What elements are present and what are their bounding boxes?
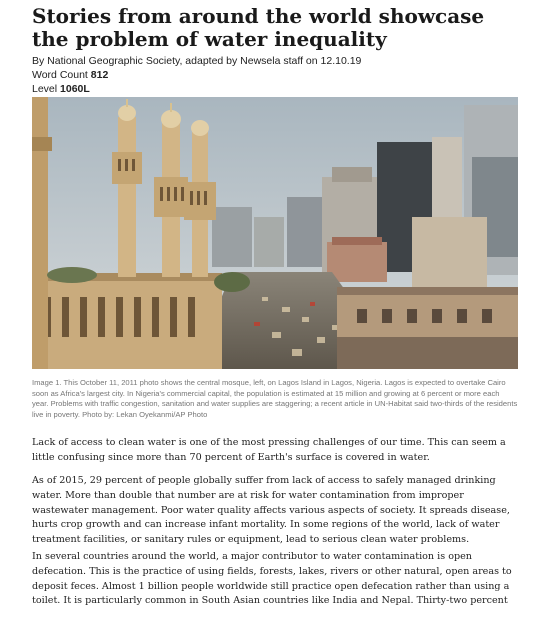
article-photo (32, 97, 518, 369)
level-value: 1060L (60, 83, 90, 95)
body-paragraph: In several countries around the world, a major contributor to water contamination is open defecation. This is the practice of using fields, forests, lakes, rivers or other natural, open areas to deposit feces. Almost 1 billion people worldwide still practice open defecation rather than using a toilet. It is particularly common in South Asian countries like India and Nepal. Thirty-two percent (32, 551, 512, 607)
body-paragraph: Lack of access to clean water is one of the most pressing challenges of our time. This can seem a little confusing since more than 70 percent of Earth's surface is covered in water. (32, 437, 506, 463)
lagos-city-photo (32, 97, 518, 369)
word-count-label: Word Count (32, 69, 88, 81)
word-count (32, 68, 108, 82)
word-count-value: 812 (90, 69, 109, 81)
article-title: Stories from around the world showcase the problem of water inequality (32, 4, 485, 51)
byline: By National Geographic Society, adapted by Newsela staff on 12.10.19 (32, 55, 362, 67)
image-caption: Image 1. This October 11, 2011 photo shows the central mosque, left, on Lagos Island in Lagos, Nigeria. Lagos is expected to overtake Cairo soon as Africa's largest city. In Nigeria's commercial capital, the population is estimated at 15 million and growing at 6 percent or more each year. Problems with traffic congestion, sanitation and water supplies are staggering; a recent article in UN-Habitat said two-thirds of the residents live in poverty. Photo by: Lekan Oyekanmi/AP Photo (32, 378, 518, 419)
reading-level (32, 82, 90, 96)
level-label: Level (32, 83, 58, 95)
body-paragraph: As of 2015, 29 percent of people globally suffer from lack of access to safely managed drinking water. More than double that number are at risk for water contamination from improper wastewater management. Poor water quality affects various aspects of society. It spreads disease, hurts crop growth and can increase infant mortality. In some regions of the world, lack of water treatment facilities, or sanitary rules or equipment, lead to serious clean water problems. (32, 475, 510, 546)
